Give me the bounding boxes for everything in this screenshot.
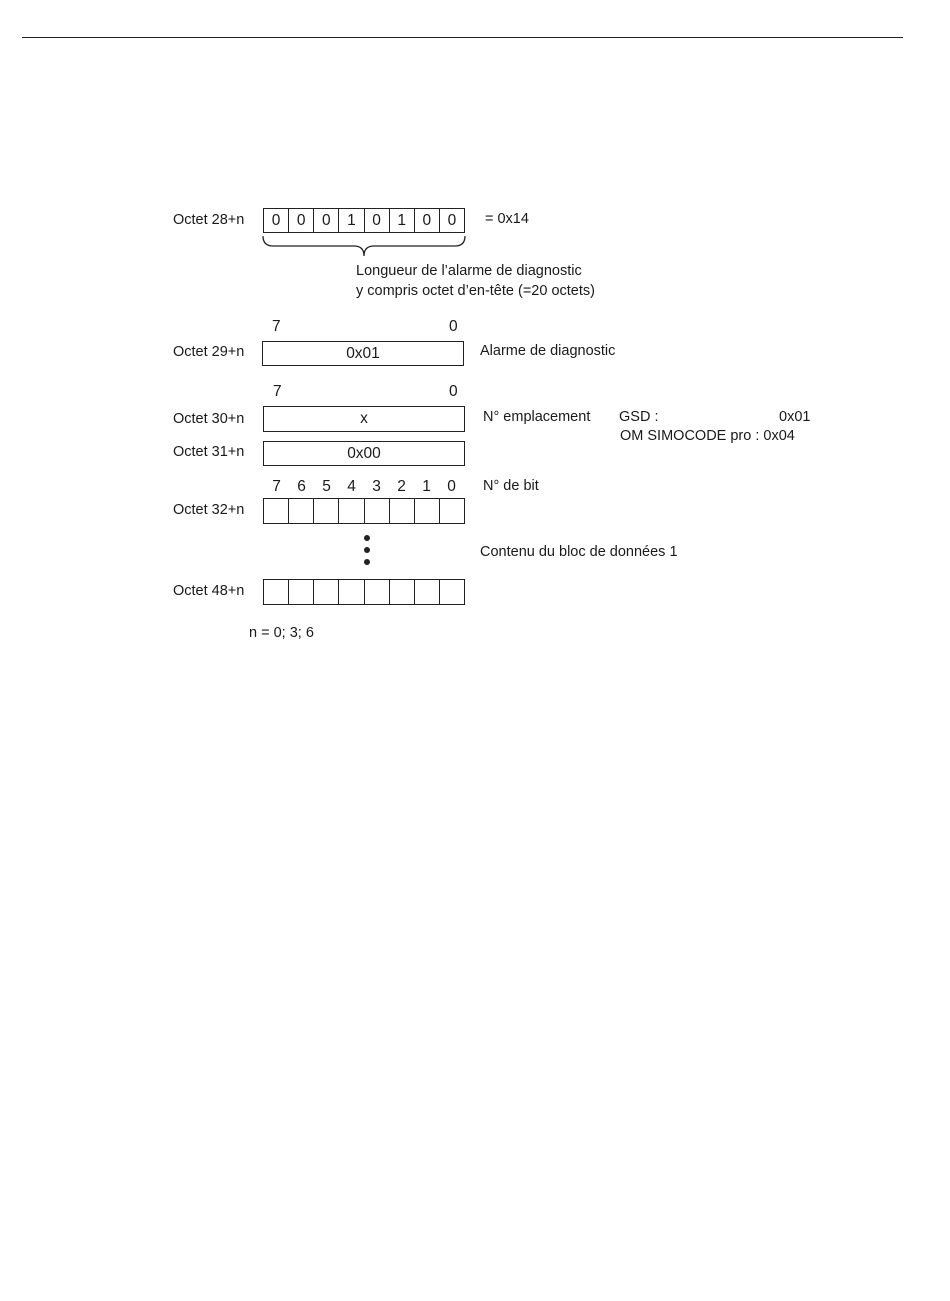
byte30-value-box: x <box>263 406 465 432</box>
byte29-msb-index: 7 <box>272 318 281 335</box>
bit-number: 2 <box>397 478 406 495</box>
bit-number: 1 <box>422 478 431 495</box>
ellipsis-dot <box>364 547 370 553</box>
bit-number: 7 <box>272 478 281 495</box>
byte28-bit6: 0 <box>289 209 314 232</box>
empty-bit-cell <box>415 580 440 604</box>
byte28-bit1: 0 <box>415 209 440 232</box>
empty-bit-cell <box>339 580 364 604</box>
bit-number: 5 <box>322 478 331 495</box>
empty-bit-cell <box>365 499 390 523</box>
byte29-value-box: 0x01 <box>262 341 464 366</box>
data-block-content-label: Contenu du bloc de données 1 <box>480 544 678 560</box>
byte48-bit-cells <box>263 579 465 605</box>
empty-bit-cell <box>289 499 314 523</box>
empty-bit-cell <box>314 499 339 523</box>
byte28-bit7: 0 <box>264 209 289 232</box>
ellipsis-dot <box>364 535 370 541</box>
byte28-bit2: 1 <box>390 209 415 232</box>
byte29-description: Alarme de diagnostic <box>480 343 616 359</box>
byte30-msb-index: 7 <box>273 383 282 400</box>
empty-bit-cell <box>365 580 390 604</box>
empty-bit-cell <box>390 580 415 604</box>
byte30-lsb-index: 0 <box>449 383 458 400</box>
empty-bit-cell <box>415 499 440 523</box>
bit-number: 3 <box>372 478 381 495</box>
byte32-label: Octet 32+n <box>173 502 245 518</box>
om-simocode-slot: OM SIMOCODE pro : 0x04 <box>620 428 795 444</box>
byte28-bit3: 0 <box>365 209 390 232</box>
empty-bit-cell <box>390 499 415 523</box>
bit-number: 6 <box>297 478 306 495</box>
byte48-label: Octet 48+n <box>173 583 245 599</box>
byte29-label: Octet 29+n <box>173 344 245 360</box>
byte31-value-box: 0x00 <box>263 441 465 466</box>
byte31-label: Octet 31+n <box>173 444 245 460</box>
brace-text-line1: Longueur de l’alarme de diagnostic <box>356 263 582 279</box>
byte30-description: N° emplacement <box>483 409 591 425</box>
empty-bit-cell <box>339 499 364 523</box>
byte28-bit0: 0 <box>447 211 457 229</box>
byte28-bit4: 1 <box>339 209 364 232</box>
empty-bit-cell <box>264 499 289 523</box>
bit-number-row <box>264 478 464 496</box>
empty-bit-cell <box>264 580 289 604</box>
empty-bit-cell <box>289 580 314 604</box>
byte32-bit-cells <box>263 498 465 524</box>
byte29-lsb-index: 0 <box>449 318 458 335</box>
footnote: n = 0; 3; 6 <box>249 625 314 641</box>
bit-number: 4 <box>347 478 356 495</box>
bit-number-label: N° de bit <box>483 478 539 494</box>
bit-number: 0 <box>447 478 456 495</box>
byte28-label: Octet 28+n <box>173 212 245 228</box>
gsd-label: GSD : <box>619 409 659 425</box>
byte30-label: Octet 30+n <box>173 411 245 427</box>
gsd-value: 0x01 <box>779 409 811 425</box>
byte28-hex-value: = 0x14 <box>485 211 529 227</box>
empty-bit-cell <box>314 580 339 604</box>
empty-bit-cell <box>440 499 464 523</box>
empty-bit-cell <box>440 580 464 604</box>
brace-text-line2: y compris octet d’en-tête (=20 octets) <box>356 283 595 299</box>
ellipsis-dot <box>364 559 370 565</box>
byte28-bit5: 0 <box>314 209 339 232</box>
